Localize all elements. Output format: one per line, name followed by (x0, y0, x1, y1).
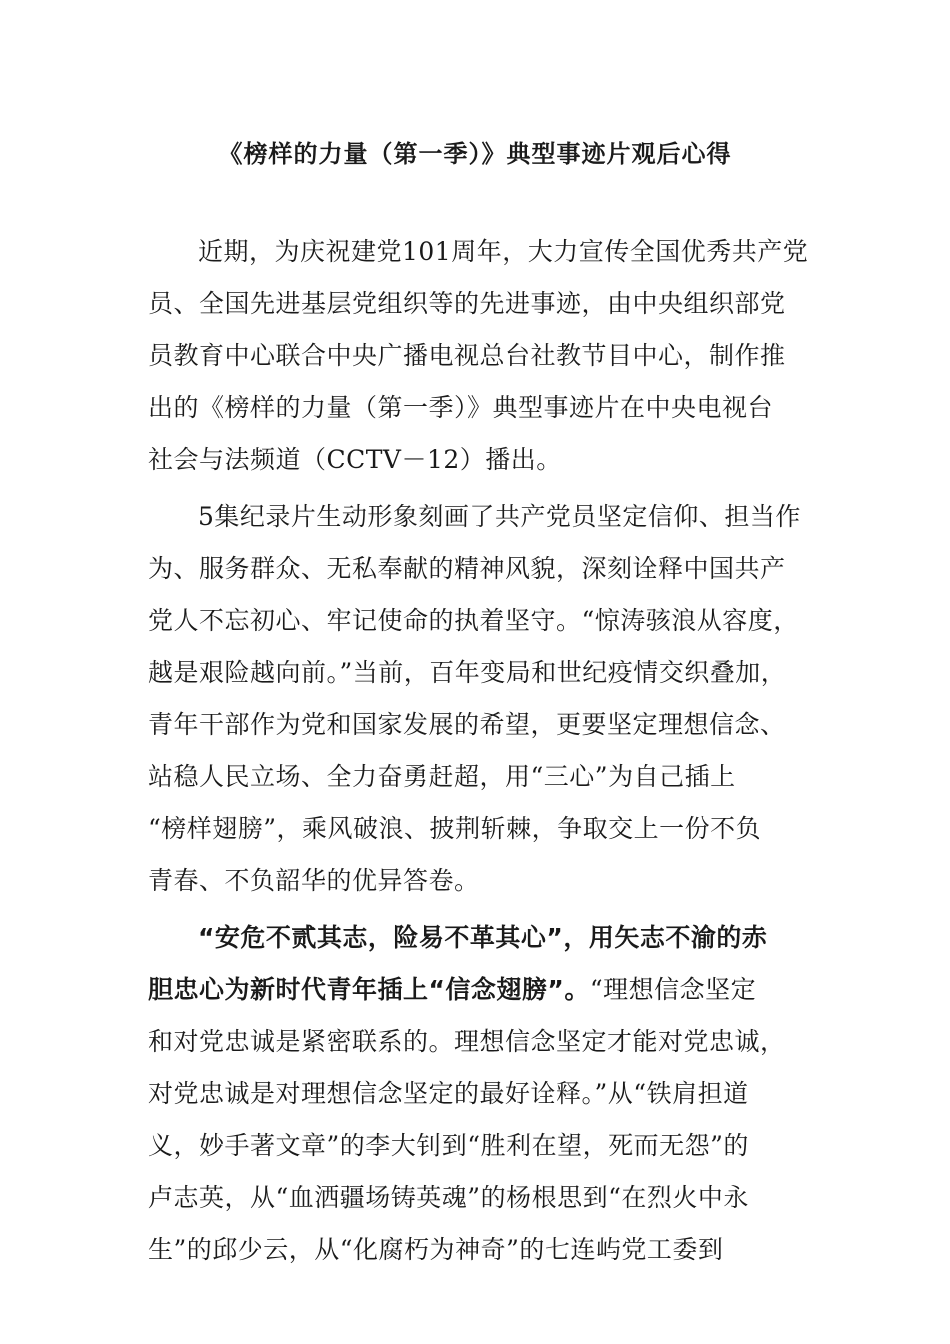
section-heading-line: 胆忠心为新时代青年插上“信念翅膀”。 (148, 975, 590, 1004)
paragraph-line: “榜样翅膀”，乘风破浪、披荆斩棘，争取交上一份不负 (148, 814, 762, 843)
paragraph-line: 生”的邱少云，从“化腐朽为神奇”的七连屿党工委到 (148, 1235, 724, 1264)
paragraph-line: 5集纪录片生动形象刻画了共产党员坚定信仰、担当作 (198, 502, 801, 531)
document-title: 《榜样的力量（第一季）》典型事迹片观后心得 (218, 140, 732, 168)
paragraph-line: 员教育中心联合中央广播电视总台社教节目中心，制作推 (148, 341, 786, 370)
paragraph-line: 越是艰险越向前。”当前，百年变局和世纪疫情交织叠加， (148, 658, 787, 687)
paragraph-3 (148, 912, 808, 1276)
paragraph-line: 义，妙手著文章”的李大钊到“胜利在望，死而无怨”的 (148, 1131, 749, 1160)
paragraph-1 (148, 226, 808, 486)
paragraph-line: 站稳人民立场、全力奋勇赶超，用“三心”为自己插上 (148, 762, 736, 791)
document-body (148, 226, 808, 1276)
section-heading-line: “安危不贰其志，险易不革其心”，用矢志不渝的赤 (198, 923, 768, 952)
paragraph-line: 为、服务群众、无私奉献的精神风貌，深刻诠释中国共产 (148, 554, 786, 583)
paragraph-text: “理想信念坚定 (589, 975, 757, 1004)
paragraph-line: 员、全国先进基层党组织等的先进事迹，由中央组织部党 (148, 289, 786, 318)
paragraph-line: 社会与法频道（CCTV－12）播出。 (148, 445, 562, 474)
paragraph-2 (148, 491, 808, 907)
paragraph-line: 和对党忠诚是紧密联系的。理想信念坚定才能对党忠诚， (148, 1027, 786, 1056)
paragraph-line: 青年干部作为党和国家发展的希望，更要坚定理想信念、 (148, 710, 786, 739)
paragraph-line: 青春、不负韶华的优异答卷。 (148, 866, 480, 895)
paragraph-line: 出的《榜样的力量（第一季）》典型事迹片在中央电视台 (148, 393, 774, 422)
paragraph-line (148, 964, 808, 1016)
paragraph-line: 近期，为庆祝建党101周年，大力宣传全国优秀共产党 (198, 237, 809, 266)
paragraph-line: 卢志英，从“血洒疆场铸英魂”的杨根思到“在烈火中永 (148, 1183, 749, 1212)
paragraph-line: 党人不忘初心、牢记使命的执着坚守。“惊涛骇浪从容度， (148, 606, 799, 635)
paragraph-line: 对党忠诚是对理想信念坚定的最好诠释。”从“铁肩担道 (148, 1079, 749, 1108)
